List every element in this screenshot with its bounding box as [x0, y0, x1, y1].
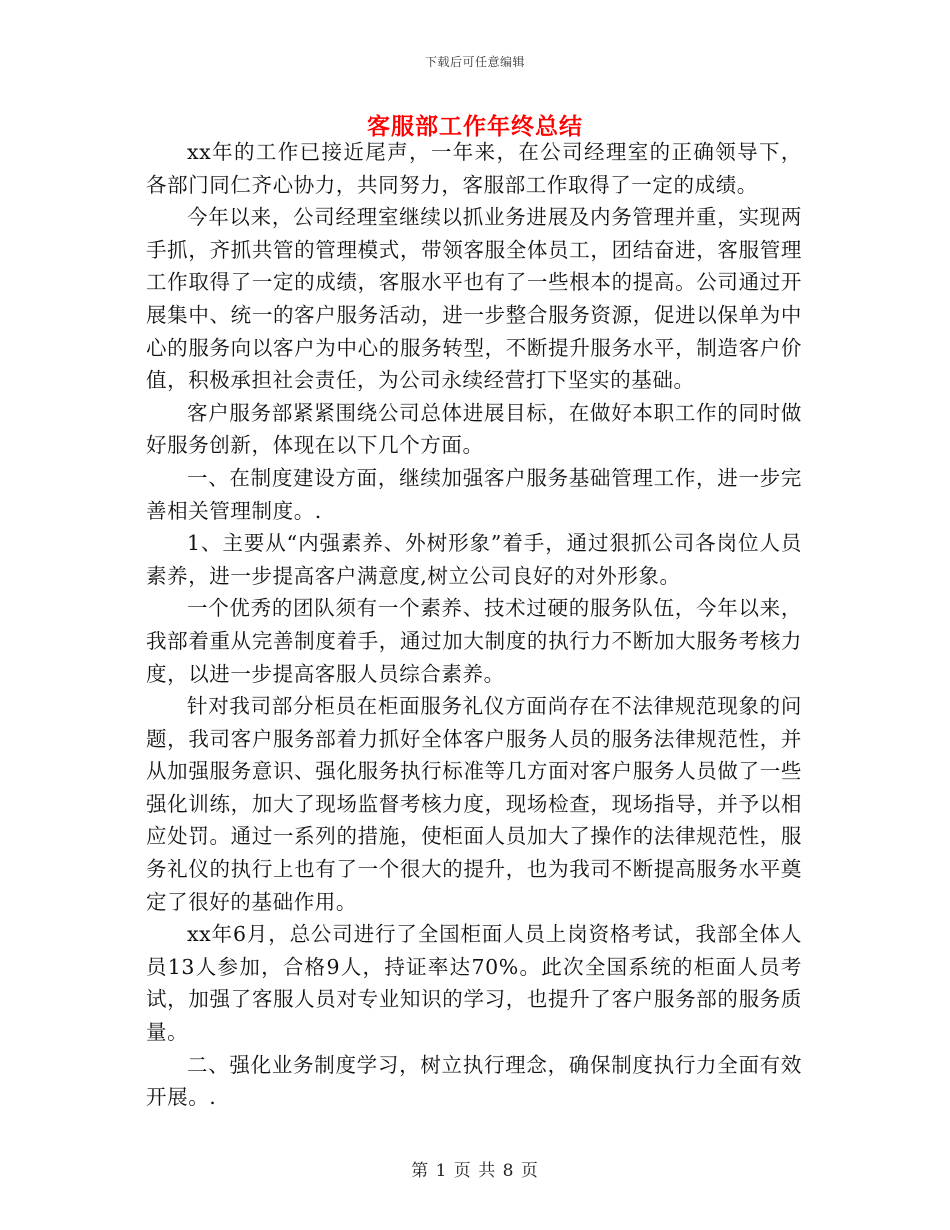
paragraph-overview: 今年以来，公司经理室继续以抓业务进展及内务管理并重，实现两手抓，齐抓共管的管理模式，带领客服全体员工，团结奋进，客服管理工作取得了一定的成绩，客服水平也有了一些根本的提高。公司通过开展集中、统一的客户服务活动，进一步整合服务资源，促进以保单为中心的服务向以客户为中心的服务转型，不断提升服务水平，制造客户价值，积极承担社会责任，为公司永续经营打下坚实的基础。	[146, 205, 802, 393]
header-note: 下载后可任意编辑	[424, 55, 525, 69]
paragraph-intro: xx年的工作已接近尾声，一年来，在公司经理室的正确领导下，各部门同仁齐心协力，共同努力，客服部工作取得了一定的成绩。	[146, 140, 802, 197]
paragraph-etiquette: 针对我司部分柜员在柜面服务礼仪方面尚存在不法律规范现象的问题，我司客户服务部着力抓好全体客户服务人员的服务法律规范性，并从加强服务意识、强化服务执行标准等几方面对客户服务人员做了一些强化训练，加大了现场监督考核力度，现场检查，现场指导，并予以相应处罚。通过一系列的措施，使柜面人员加大了操作的法律规范性，服务礼仪的执行上也有了一个很大的提升，也为我司不断提高服务水平奠定了很好的基础作用。	[146, 694, 802, 914]
page-number: 第 1 页 共 8 页	[411, 1161, 539, 1181]
paragraph-team: 一个优秀的团队须有一个素养、技术过硬的服务队伍，今年以来，我部着重从完善制度着手，通过加大制度的执行力不断加大服务考核力度，以进一步提高客服人员综合素养。	[146, 596, 802, 686]
paragraph-aspects: 客户服务部紧紧围绕公司总体进展目标，在做好本职工作的同时做好服务创新，体现在以下几个方面。	[146, 400, 802, 458]
paragraph-section-two: 二、强化业务制度学习，树立执行理念，确保制度执行力全面有效开展。.	[146, 1052, 802, 1110]
paragraph-item-one: 1、主要从“内强素养、外树形象”着手，通过狠抓公司各岗位人员素养，进一步提高客户满意度,树立公司良好的对外形象。	[146, 531, 802, 588]
paragraph-exam: xx年6月，总公司进行了全国柜面人员上岗资格考试，我部全体人员13人参加，合格9人，持证率达70%。此次全国系统的柜面人员考试，加强了客服人员对专业知识的学习，也提升了客户服务部的服务质量。	[146, 922, 802, 1045]
document-body	[146, 136, 802, 1114]
paragraph-section-one: 一、在制度建设方面，继续加强客户服务基础管理工作，进一步完善相关管理制度。.	[146, 465, 802, 523]
document-title: 客服部工作年终总结	[367, 113, 583, 140]
